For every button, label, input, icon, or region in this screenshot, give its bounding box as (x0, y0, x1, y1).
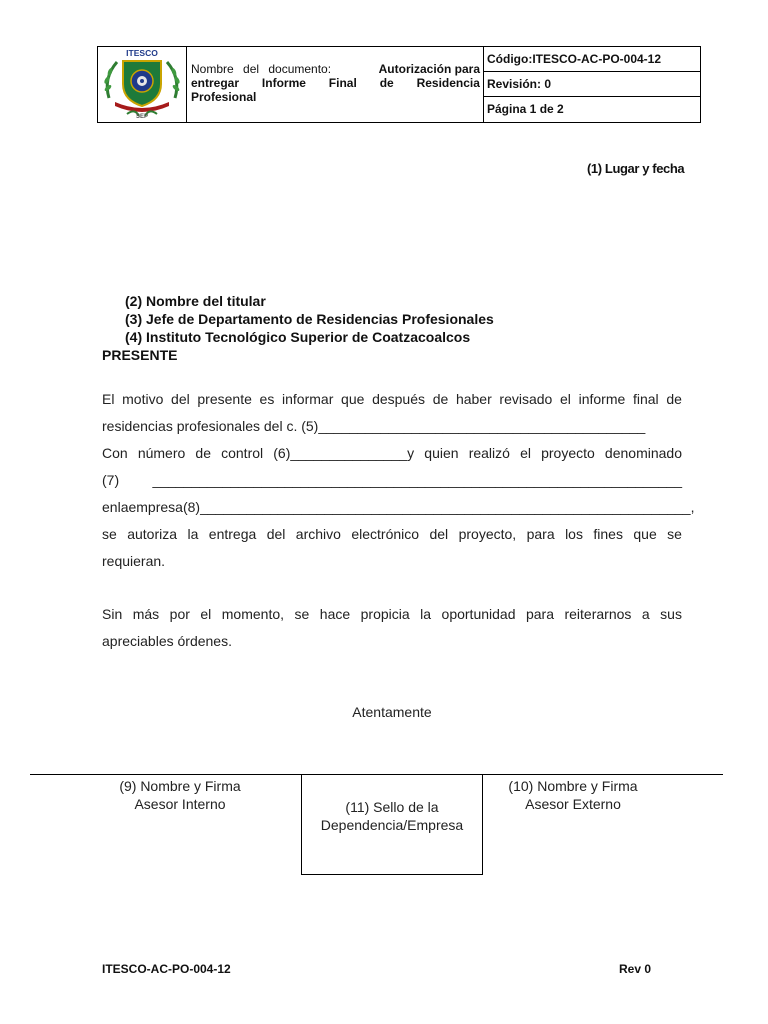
footer-revision: Rev 0 (619, 962, 652, 976)
asesor-externo-role-label: Asesor Externo (525, 796, 621, 812)
word: para (525, 606, 554, 622)
word: El (102, 391, 115, 407)
word: después (372, 391, 426, 407)
paragraph1-line3 (102, 445, 682, 461)
word: se (102, 526, 117, 542)
word: de (432, 391, 449, 407)
asesor-externo-signature (478, 777, 668, 813)
pagina-field: Página 1 de 2 (487, 102, 564, 116)
paragraph1-line2: residencias profesionales del c. (5)__________________________________________ (102, 418, 646, 434)
sello-label-line1: (11) Sello de la (345, 799, 439, 815)
doc-name-line3: Profesional (191, 90, 257, 104)
word: revisado (499, 391, 553, 407)
word: reiterarnos (564, 606, 632, 622)
word: haber (455, 391, 492, 407)
asesor-interno-role-label: Asesor Interno (134, 796, 226, 812)
doc-name-line1 (191, 62, 480, 76)
word: es (259, 391, 275, 407)
word: propicia (360, 606, 410, 622)
word: oportunidad (441, 606, 516, 622)
word: fines (593, 526, 623, 542)
word: que (341, 391, 365, 407)
word: archivo (295, 526, 341, 542)
word: quien (424, 445, 459, 461)
doc-name-line2 (191, 76, 480, 90)
word: informar (282, 391, 334, 407)
word: sus (660, 606, 682, 622)
word: ____________________________________________________________________ (152, 472, 682, 488)
word: hace (319, 606, 351, 622)
word: Informe (261, 76, 306, 90)
logo-sep-text: SEP (135, 114, 149, 120)
word: Con (102, 445, 128, 461)
lugar-fecha-field: (1) Lugar y fecha (587, 161, 685, 176)
logo-cell (98, 47, 187, 122)
paragraph1-line6 (102, 526, 682, 542)
word: entrega (208, 526, 257, 542)
word: denominado (604, 445, 682, 461)
word: proyecto (541, 445, 595, 461)
word: autoriza (127, 526, 178, 542)
word: Sin (102, 606, 123, 622)
asesor-interno-name-label: (9) Nombre y Firma (119, 778, 241, 794)
word: de (666, 391, 682, 407)
codigo-field: Código:ITESCO-AC-PO-004-12 (484, 47, 700, 72)
addressee-institution: (4) Instituto Tecnológico Superior de Coatzacoalcos (125, 329, 471, 345)
word: para (526, 526, 555, 542)
paragraph1-line7: requieran. (102, 553, 166, 569)
paragraph2-line2: apreciables órdenes. (102, 633, 232, 649)
word: proyecto, (458, 526, 517, 542)
word: del (429, 526, 449, 542)
word: Final (328, 76, 357, 90)
word: presente (197, 391, 252, 407)
document-header-table (97, 46, 701, 123)
word: empresa (128, 499, 183, 515)
word: realizó (468, 445, 510, 461)
paragraph1-line1 (102, 391, 682, 407)
word: del (266, 526, 286, 542)
presente-heading: PRESENTE (102, 347, 178, 363)
addressee-name: (2) Nombre del titular (125, 293, 266, 309)
paragraph1-line5 (102, 499, 695, 515)
word: los (565, 526, 583, 542)
word: se (294, 606, 310, 622)
word: del (171, 391, 190, 407)
word: en (102, 499, 118, 515)
word: informe (578, 391, 626, 407)
word: electrónico (351, 526, 420, 542)
paragraph2-line1 (102, 606, 682, 622)
word: la (117, 499, 129, 515)
word: Residencia (416, 76, 480, 90)
word: control (221, 445, 264, 461)
word: de (195, 445, 211, 461)
addressee-position: (3) Jefe de Departamento de Residencias Profesionales (125, 311, 494, 327)
sello-dependencia (301, 798, 483, 834)
doc-name-label: Nombre del documento: (191, 62, 332, 76)
word: a (641, 606, 650, 622)
word: final (632, 391, 659, 407)
word: más (132, 606, 160, 622)
word: que (633, 526, 657, 542)
paragraph1-line4 (102, 472, 682, 488)
word: motivo (122, 391, 164, 407)
word: entregar (191, 76, 240, 90)
word: el (520, 445, 531, 461)
word: de (379, 76, 394, 90)
word: (7) (102, 472, 120, 488)
word: la (420, 606, 432, 622)
word: el (200, 606, 212, 622)
revision-field: Revisión: 0 (484, 72, 700, 97)
document-meta-cell (484, 47, 700, 122)
closing-atentamente: Atentamente (352, 704, 432, 720)
logo-title-text: ITESCO (126, 48, 158, 58)
word: (6)_______________y (273, 445, 415, 461)
word: la (187, 526, 199, 542)
word: el (560, 391, 571, 407)
sello-label-line2: Dependencia/Empresa (320, 817, 464, 833)
asesor-externo-name-label: (10) Nombre y Firma (508, 778, 638, 794)
word: número (137, 445, 186, 461)
word: se (667, 526, 682, 542)
word: por (169, 606, 190, 622)
footer-document-code: ITESCO-AC-PO-004-12 (102, 962, 231, 976)
doc-title-part1: Autorización para (378, 62, 480, 76)
asesor-interno-signature (80, 777, 280, 813)
itesco-logo (99, 48, 185, 122)
document-name-cell (187, 47, 484, 122)
word: (8)_______________________________________________________________, (182, 499, 695, 515)
word: momento, (221, 606, 285, 622)
